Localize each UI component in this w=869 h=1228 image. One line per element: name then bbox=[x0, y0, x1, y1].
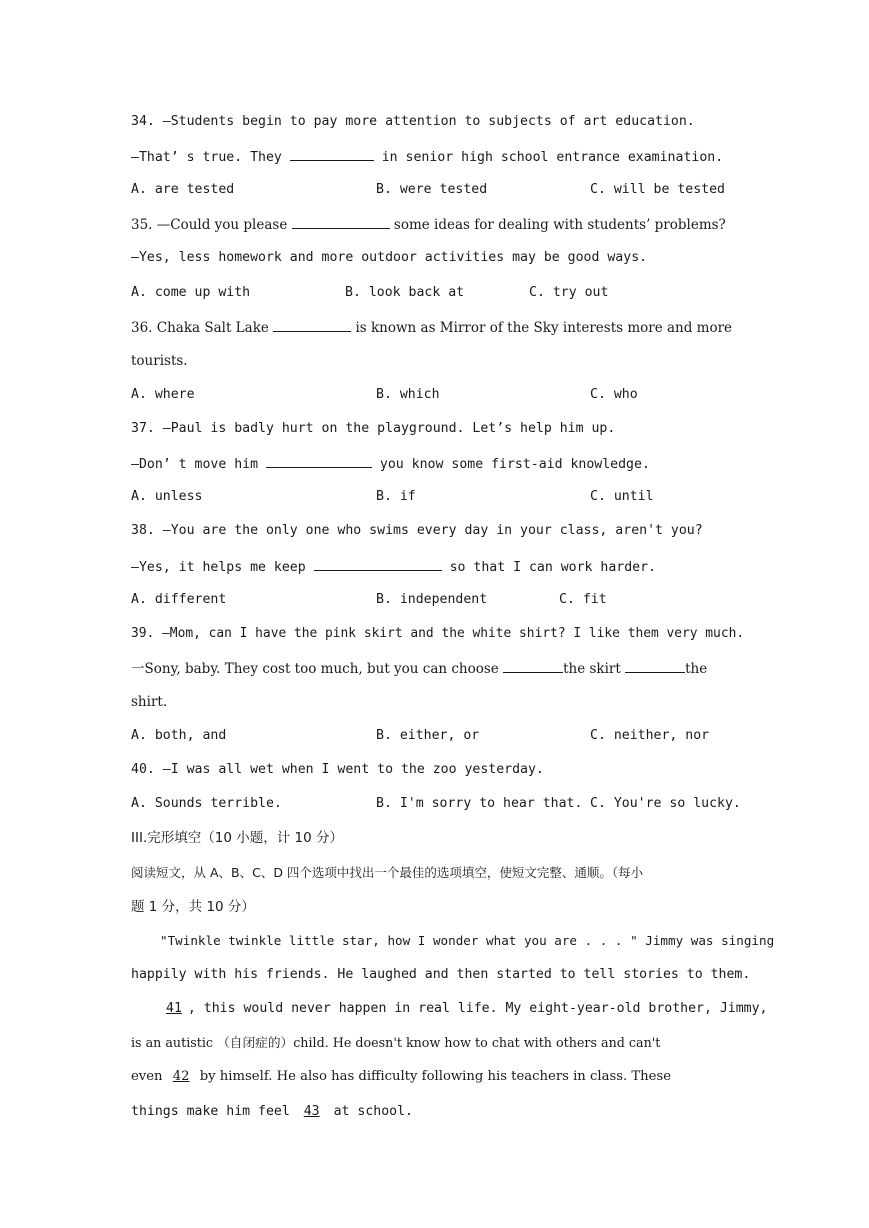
blank-41: 41 bbox=[166, 1001, 182, 1016]
q39-reply: 一Sony, baby. They cost too much, but you can choose the skirt the bbox=[131, 658, 741, 679]
q36-stem: 36. Chaka Salt Lake is known as Mirror of the Sky interests more and more bbox=[131, 317, 741, 338]
q39-reply-cont: shirt. bbox=[131, 694, 168, 710]
q38-stem: 38. —You are the only one who swims every day in your class, aren't you? bbox=[131, 523, 703, 538]
option-a: A. are tested bbox=[131, 182, 235, 197]
option-c: C. who bbox=[590, 387, 638, 402]
answer-blank bbox=[314, 556, 442, 571]
section-heading: III.完形填空（10 小题，计 10 分） bbox=[131, 830, 343, 846]
q38-reply: —Yes, it helps me keep so that I can work harder. bbox=[131, 556, 741, 578]
option-a: A. come up with bbox=[131, 285, 251, 300]
passage-paragraph-2-line2: is an autistic （自闭症的）child. He doesn't know how to chat with others and can't bbox=[131, 1035, 661, 1050]
passage-paragraph-2-line4: things make him feel 43 at school. bbox=[131, 1104, 413, 1119]
answer-blank bbox=[503, 658, 563, 673]
passage-paragraph-1-cont: happily with his friends. He laughed and then started to tell stories to them. bbox=[131, 967, 751, 982]
passage-paragraph-2: 41 , this would never happen in real life. My eight-year-old brother, Jimmy, bbox=[160, 999, 741, 1019]
answer-blank bbox=[625, 658, 685, 673]
option-b: B. were tested bbox=[376, 182, 488, 197]
option-a: A. unless bbox=[131, 489, 203, 504]
option-b: B. I'm sorry to hear that. bbox=[376, 796, 583, 811]
answer-blank bbox=[273, 317, 351, 332]
option-c: C. fit bbox=[559, 592, 607, 607]
option-c: C. try out bbox=[529, 285, 609, 300]
q37-reply: —Don’ t move him you know some first-aid knowledge. bbox=[131, 453, 741, 475]
option-a: A. where bbox=[131, 387, 195, 402]
q34-stem: 34. —Students begin to pay more attention to subjects of art education. bbox=[131, 114, 695, 129]
answer-blank bbox=[292, 214, 390, 229]
option-c: C. neither, nor bbox=[590, 728, 710, 743]
option-a: A. Sounds terrible. bbox=[131, 796, 282, 811]
q35-stem: 35. —Could you please some ideas for dealing with students’ problems? bbox=[131, 214, 741, 235]
answer-blank bbox=[266, 453, 372, 468]
option-b: B. which bbox=[376, 387, 440, 402]
option-c: C. until bbox=[590, 489, 654, 504]
q35-reply: —Yes, less homework and more outdoor activities may be good ways. bbox=[131, 250, 648, 265]
q34-reply: —That’ s true. They in senior high school entrance examination. bbox=[131, 146, 741, 168]
blank-42: 42 bbox=[172, 1069, 190, 1084]
option-a: A. different bbox=[131, 592, 227, 607]
q40-stem: 40. —I was all wet when I went to the zoo yesterday. bbox=[131, 762, 544, 777]
q39-stem: 39. —Mom, can I have the pink skirt and the white shirt? I like them very much. bbox=[131, 626, 745, 641]
passage-paragraph-2-line3: even 42 by himself. He also has difficulty following his teachers in class. These bbox=[131, 1069, 672, 1084]
q36-stem-cont: tourists. bbox=[131, 353, 188, 369]
option-a: A. both, and bbox=[131, 728, 227, 743]
option-b: B. either, or bbox=[376, 728, 480, 743]
option-b: B. look back at bbox=[345, 285, 465, 300]
section-instructions: 阅读短文，从 A、B、C、D 四个选项中找出一个最佳的选项填空，使短文完整、通顺。（每小 bbox=[131, 865, 644, 880]
option-b: B. if bbox=[376, 489, 416, 504]
passage-paragraph-1: "Twinkle twinkle little star, how I wonder what you are . . . " Jimmy was singing bbox=[160, 933, 775, 948]
option-b: B. independent bbox=[376, 592, 488, 607]
q37-stem: 37. —Paul is badly hurt on the playground. Let’s help him up. bbox=[131, 421, 616, 436]
answer-blank bbox=[290, 146, 374, 161]
section-instructions-cont: 题 1 分，共 10 分） bbox=[131, 899, 255, 915]
blank-43: 43 bbox=[303, 1104, 320, 1119]
option-c: C. You're so lucky. bbox=[590, 796, 741, 811]
option-c: C. will be tested bbox=[590, 182, 725, 197]
